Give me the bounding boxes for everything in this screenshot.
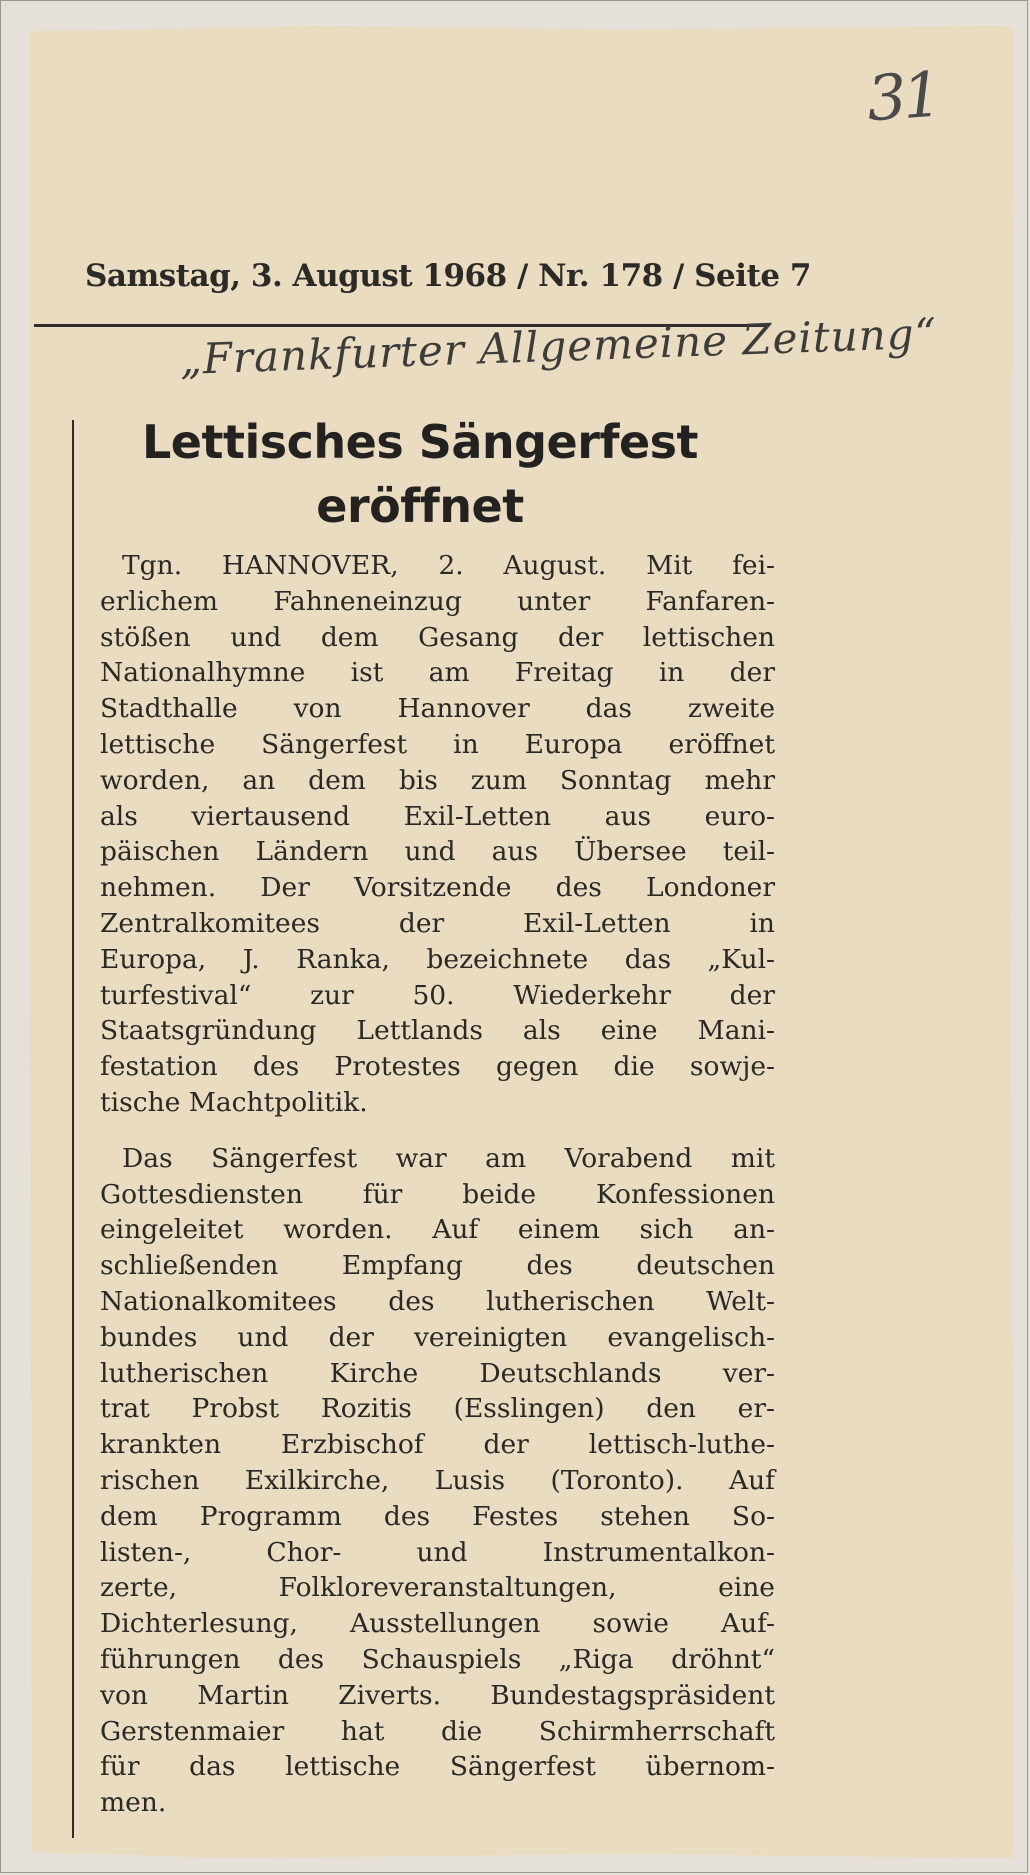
- text-line: men.: [100, 1787, 167, 1819]
- text-line: Europa, J. Ranka, bezeichnete das „Kul-: [100, 943, 775, 975]
- article-body: [100, 548, 775, 1821]
- text-line: turfestival“ zur 50. Wiederkehr der: [100, 979, 775, 1011]
- text-line: päischen Ländern und aus Übersee teil-: [100, 836, 775, 868]
- text-line: tische Machtpolitik.: [100, 1086, 368, 1118]
- column-rule: [72, 420, 74, 1838]
- text-line: zerte, Folkloreveranstaltungen, eine: [100, 1572, 775, 1604]
- text-line: Stadthalle von Hannover das zweite: [100, 693, 775, 725]
- text-line: eingeleitet worden. Auf einem sich an-: [100, 1214, 775, 1246]
- text-line: führungen des Schauspiels „Riga dröhnt“: [100, 1643, 775, 1675]
- paragraph-1: [100, 548, 775, 1121]
- dateline: Samstag, 3. August 1968 / Nr. 178 / Seite 7: [85, 258, 811, 294]
- text-line: Zentralkomitees der Exil-Letten in: [100, 907, 775, 939]
- text-line: schließenden Empfang des deutschen: [100, 1250, 775, 1282]
- text-line: Nationalkomitees des lutherischen Welt-: [100, 1285, 775, 1317]
- text-line: Nationalhymne ist am Freitag in der: [100, 657, 775, 689]
- text-line: lettische Sängerfest in Europa eröffnet: [100, 728, 775, 760]
- handwritten-source-note: „Frankfurter Allgemeine Zeitung“: [179, 308, 938, 384]
- text-line: worden, an dem bis zum Sonntag mehr: [100, 764, 775, 796]
- text-line: für das lettische Sängerfest übernom-: [100, 1751, 775, 1783]
- text-line: Gottesdiensten für beide Konfessionen: [100, 1178, 775, 1210]
- text-line: dem Programm des Festes stehen So-: [100, 1500, 775, 1532]
- text-line: bundes und der vereinigten evangelisch-: [100, 1321, 775, 1353]
- text-line: erlichem Fahneneinzug unter Fanfaren-: [100, 585, 775, 617]
- text-line: krankten Erzbischof der lettisch-luthe-: [100, 1429, 775, 1461]
- text-line: Dichterlesung, Ausstellungen sowie Auf-: [100, 1608, 775, 1640]
- text-line: Staatsgründung Lettlands als eine Mani-: [100, 1015, 775, 1047]
- headline: [100, 410, 740, 538]
- text-line: Tgn. HANNOVER, 2. August. Mit fei-: [122, 550, 775, 581]
- paragraph-2: [100, 1141, 775, 1821]
- text-line: von Martin Ziverts. Bundestagspräsident: [100, 1679, 775, 1711]
- headline-line-1: Lettisches Sängerfest: [141, 415, 699, 469]
- text-line: stößen und dem Gesang der lettischen: [100, 621, 775, 653]
- text-line: listen-, Chor- und Instrumentalkon-: [100, 1536, 775, 1568]
- headline-line-2: eröffnet: [316, 479, 524, 533]
- text-line: lutherischen Kirche Deutschlands ver-: [100, 1357, 775, 1389]
- text-line: trat Probst Rozitis (Esslingen) den er-: [100, 1393, 775, 1425]
- text-line: festation des Protestes gegen die sowje-: [100, 1051, 775, 1083]
- text-line: Gerstenmaier hat die Schirmherrschaft: [100, 1715, 775, 1747]
- text-line: rischen Exilkirche, Lusis (Toronto). Auf: [100, 1464, 775, 1496]
- handwritten-page-number: 31: [864, 57, 941, 136]
- text-line: nehmen. Der Vorsitzende des Londoner: [100, 872, 775, 904]
- text-line: Das Sängerfest war am Vorabend mit: [122, 1142, 775, 1174]
- text-line: als viertausend Exil-Letten aus euro-: [100, 800, 775, 832]
